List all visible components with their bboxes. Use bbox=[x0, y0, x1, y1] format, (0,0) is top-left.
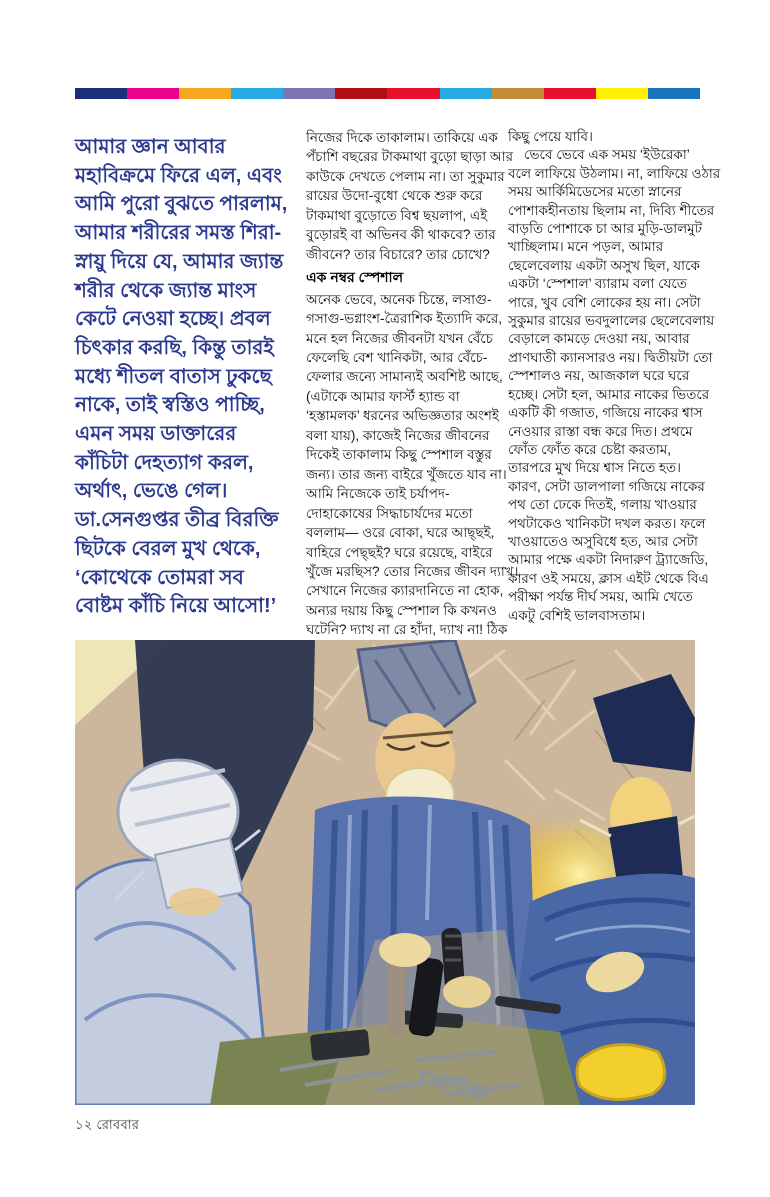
column3-paragraph-1 bbox=[508, 128, 720, 146]
top-color-strip bbox=[75, 88, 700, 99]
text-line: বাহিরে পেছ্ছই? ঘরে রয়েছে, বাইরে bbox=[306, 544, 493, 560]
text-line: পরীক্ষা পর্যন্ত দীর্ঘ সময়, আমি খেতে bbox=[508, 589, 693, 605]
text-line: (এটাকে আমার ফার্স্ট হ্যান্ড বা bbox=[306, 388, 460, 404]
text-line: একটু বেশিই ভালবাসতাম। bbox=[508, 607, 646, 623]
text-line: একটা ‘স্পেশাল’ ব্যারাম বলা যেতে bbox=[508, 276, 687, 292]
page-number: ১২ bbox=[75, 1117, 93, 1132]
edition-name: রোববার bbox=[96, 1117, 140, 1132]
text-line: ছিটকে বেরল মুখ থেকে, bbox=[75, 537, 261, 560]
color-strip-segment bbox=[231, 88, 283, 99]
page-footer bbox=[75, 1116, 139, 1137]
text-line: ডা.সেনগুপ্তর তীব্র বিরক্তি bbox=[75, 509, 279, 532]
text-line: প্রাণঘাতী ক্যানসারও নয়। দ্বিতীয়টা তো bbox=[508, 349, 713, 365]
text-line: এমন সময় ডাক্তারের bbox=[75, 423, 237, 446]
body-column-3 bbox=[508, 128, 720, 625]
text-line: টাকমাথা বুড়োতে বিশ্ব ছয়লাপ, এই bbox=[306, 207, 488, 223]
color-strip-segment bbox=[283, 88, 335, 99]
text-line: আমার শরীরের সমস্ত শিরা- bbox=[75, 222, 282, 245]
text-line: আমি নিজেকে তাই চর্যাপদ- bbox=[306, 486, 450, 502]
painting-svg bbox=[75, 640, 695, 1105]
text-line: পঁচাশি বছরের টাকমাথা বুড়ো ছাড়া আর bbox=[306, 149, 514, 165]
body-column-2 bbox=[306, 128, 519, 640]
column3-paragraph-2 bbox=[508, 146, 720, 625]
color-strip-segment bbox=[544, 88, 596, 99]
text-line: পারে, খুব বেশি লোকের হয় না। সেটা bbox=[508, 294, 701, 310]
text-line: নিজের দিকে তাকালাম। তাকিয়ে এক bbox=[306, 130, 498, 145]
text-line: ‘কোথেকে তোমরা সব bbox=[75, 566, 244, 589]
text-line: কারণ ওই সময়ে, ক্লাস এইট থেকে বিএ bbox=[508, 570, 709, 586]
lead-paragraph-column bbox=[75, 133, 303, 621]
text-line: কেটে নেওয়া হচ্ছে। প্রবল bbox=[75, 308, 271, 331]
text-line: ভেবে ভেবে এক সময় ‘ইউরেকা’ bbox=[524, 147, 690, 163]
column2-paragraph-2 bbox=[306, 290, 519, 640]
text-line: ঘটেনি? দ্যাখ না রে হাঁদা, দ্যাখ না! ঠিক bbox=[306, 622, 508, 638]
text-line: ‘হস্তামলক’ ধরনের অভিজ্ঞতার অংশই bbox=[306, 408, 499, 424]
text-line: কাউকে দেখতে পেলাম না। তা সুকুমার bbox=[306, 168, 505, 184]
text-line: সময় আর্কিমিডেসের মতো স্নানের bbox=[508, 184, 682, 200]
operating-theatre-painting bbox=[75, 640, 695, 1105]
color-strip-segment bbox=[440, 88, 492, 99]
text-line: ফোঁত ফোঁত করে চেষ্টা করতাম, bbox=[508, 441, 672, 457]
color-strip-segment bbox=[179, 88, 231, 99]
color-strip-segment bbox=[387, 88, 439, 99]
text-line: কাঁচিটা দেহত্যাগ করল, bbox=[75, 451, 254, 474]
text-line: হচ্ছে। সেটা হল, আমার নাকের ভিতরে bbox=[508, 386, 710, 402]
text-line: অনেক ভেবে, অনেক চিন্তে, লসাগু- bbox=[306, 291, 492, 307]
text-line: অন্যর দয়ায় কিছু স্পেশাল কি কখনও bbox=[306, 602, 497, 618]
text-line: পথ তো ঢেকে দিতই, গলায় খাওয়ার bbox=[508, 497, 697, 513]
text-line: পথটাকেও খানিকটা দখল করত। ফলে bbox=[508, 515, 706, 531]
color-strip-segment bbox=[335, 88, 387, 99]
text-line: স্নায়ু দিয়ে যে, আমার জ্যান্ত bbox=[75, 250, 284, 273]
color-strip-segment bbox=[492, 88, 544, 99]
text-line: বুড়োরই বা অভিনব কী থাকবে? তার bbox=[306, 227, 496, 243]
text-line: সেখানে নিজের ক্যারদানিতে না হোক, bbox=[306, 583, 504, 599]
text-line: চিৎকার করছি, কিন্তু তারই bbox=[75, 336, 274, 359]
text-line: আমি পুরো বুঝতে পারলাম, bbox=[75, 193, 288, 216]
text-line: অর্থাৎ, ভেঙে গেল। bbox=[75, 480, 228, 503]
kidney-dish bbox=[577, 1045, 665, 1100]
text-line: কিছু পেয়ে যাবি। bbox=[508, 129, 593, 144]
text-line: ছেলেবেলায় একটা অসুখ ছিল, যাকে bbox=[508, 257, 700, 273]
glove-left bbox=[379, 933, 431, 967]
text-line: বলে লাফিয়ে উঠলাম। না, লাফিয়ে ওঠার bbox=[508, 165, 721, 181]
text-line: জীবনে? তার বিচারে? তার চোখে? bbox=[306, 246, 490, 262]
text-line: বললাম— ওরে বোকা, ঘরে আছ্ছই, bbox=[306, 525, 495, 541]
color-strip-segment bbox=[648, 88, 700, 99]
text-line: বেড়ালে কামড়ে দেওয়া নয়, আবার bbox=[508, 331, 690, 347]
text-line: নেওয়ার রাস্তা বন্ধ করে দিত। প্রথমে bbox=[508, 423, 693, 439]
color-strip-segment bbox=[127, 88, 179, 99]
text-line: খাওয়াতেও অসুবিধে হত, আর সেটা bbox=[508, 533, 698, 549]
text-line: বলা যায়), কাজেই নিজের জীবনের bbox=[306, 427, 490, 443]
text-line: মহাবিক্রমে ফিরে এল, এবং bbox=[75, 164, 282, 187]
text-line: জন্য। তার জন্য বাইরে খুঁজতে যাব না। bbox=[306, 466, 507, 482]
text-line: দিকেই তাকালাম কিছু স্পেশাল বস্তুর bbox=[306, 447, 492, 463]
glove-right bbox=[443, 976, 491, 1008]
text-line: খাচ্ছিলাম। মনে পড়ল, আমার bbox=[508, 239, 664, 255]
section-heading: এক নম্বর স্পেশাল bbox=[306, 269, 404, 286]
text-line: মনে হল নিজের জীবনটা যখন বেঁচে bbox=[306, 330, 493, 346]
color-strip-segment bbox=[596, 88, 648, 99]
text-line: বাড়তি পোশাকে চা আর মুড়ি-ডালমুট bbox=[508, 221, 703, 237]
text-line: আমার জ্ঞান আবার bbox=[75, 136, 226, 158]
text-line: নাকে, তাই স্বস্তিও পাচ্ছি, bbox=[75, 394, 265, 417]
text-line: তারপরে মুখ দিয়ে শ্বাস নিতে হত। bbox=[508, 460, 681, 476]
text-line: শরীর থেকে জ্যান্ত মাংস bbox=[75, 279, 257, 302]
text-line: খুঁজে মরছিস? তোর নিজের জীবন দ্যাখ। bbox=[306, 563, 519, 579]
text-line: ফেলার জন্যে সামান্যই অবশিষ্ট আছে, bbox=[306, 369, 503, 385]
text-line: বোষ্টম কাঁচি নিয়ে আসো!’ bbox=[75, 595, 277, 618]
color-strip-segment bbox=[75, 88, 127, 99]
text-line: সুকুমার রায়ের ভবদুলালের ছেলেবেলায় bbox=[508, 313, 715, 329]
column2-paragraph-1 bbox=[306, 128, 514, 264]
text-line: দোহাকোষের সিদ্ধাচার্যদের মতো bbox=[306, 505, 473, 521]
text-line: মধ্যে শীতল বাতাস ঢুকছে bbox=[75, 365, 272, 388]
text-line: স্পেশালও নয়, আজকাল ঘরে ঘরে bbox=[508, 368, 690, 384]
text-line: রায়ের উদো-বুধো থেকে শুরু করে bbox=[306, 188, 483, 204]
text-line: গসাগু-ভগ্নাংশ-ত্রৈরাশিক ইত্যাদি করে, bbox=[306, 311, 503, 327]
text-line: একটি কী গজাত, গজিয়ে নাকের শ্বাস bbox=[508, 405, 703, 421]
text-line: কারণ, সেটা ডালপালা গজিয়ে নাকের bbox=[508, 478, 705, 494]
text-line: পোশাকহীনতায় ছিলাম না, দিব্যি শীতের bbox=[508, 202, 715, 218]
text-line: ফেলেছি বেশ খানিকটা, আর বেঁচে- bbox=[306, 349, 488, 365]
text-line: আমার পক্ষে একটা নিদারুণ ট্র্যাজেডি, bbox=[508, 552, 709, 568]
